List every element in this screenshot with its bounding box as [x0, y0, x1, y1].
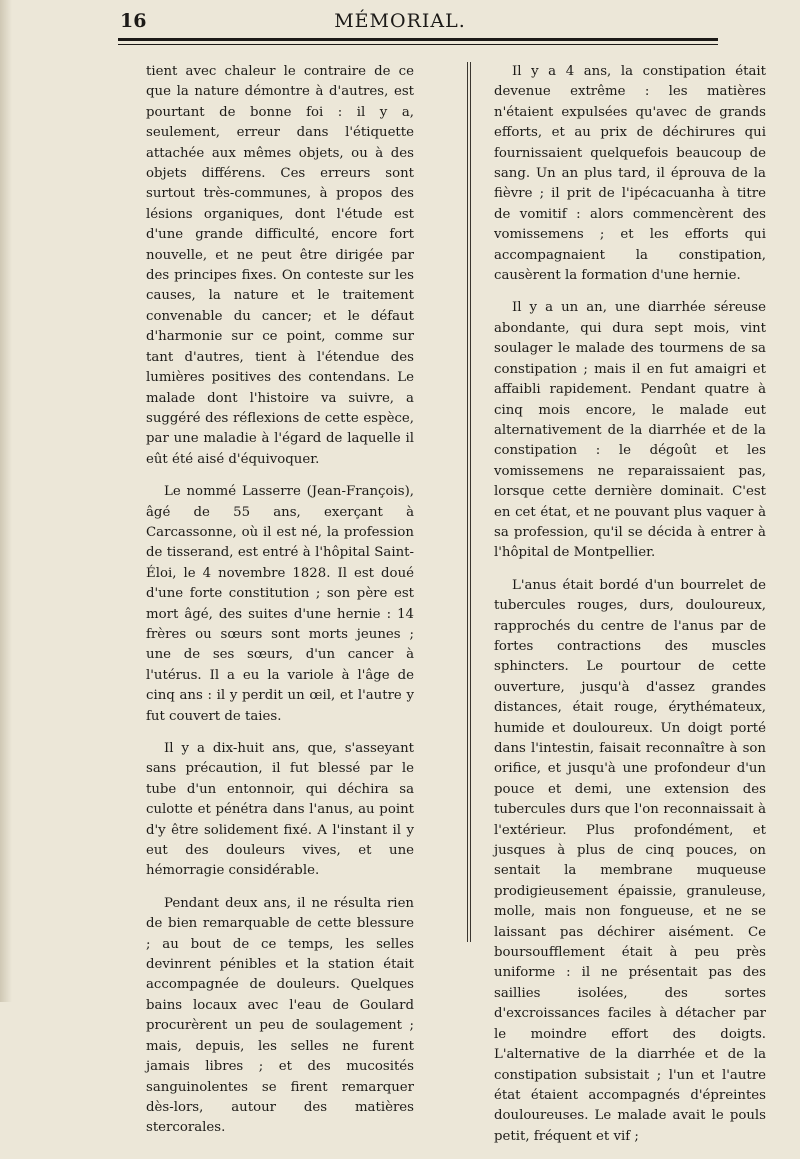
- paragraph: Il y a dix-huit ans, que, s'asseyant sans précaution, il fut blessé par le tube d'un entonnoir, qui déchira sa culotte et pénétra dans l'anus, au point d'y être solidement fixé. A l'instant il y eut des douleurs vives, et une hémorragie considérable.: [146, 741, 414, 879]
- paragraph: tient avec chaleur le contraire de ce que la nature démontre à d'autres, est pourtant de bonne foi : il y a, seulement, erreur dans l'étiquette attachée aux mêmes objets, ou à des objets différens. Ces erreurs sont surtout très-communes, à propos des lésions organiques, dont l'étude est d'une grande difficulté, encore fort nouvelle, et ne peut être dirigée par des principes fixes. On conteste sur les causes, la nature et le traitement convenable du cancer; et le défaut d'harmonie sur ce point, comme sur tant d'autres, tient à l'étendue des lumières positives des contendans. Le malade dont l'histoire va suivre, a suggéré des réflexions de cette espèce, par une maladie à l'égard de laquelle il eût été aisé d'équivoquer.: [146, 64, 414, 467]
- column-divider: [467, 62, 468, 942]
- paragraph: L'anus était bordé d'un bourrelet de tubercules rouges, durs, douloureux, rapprochés du centre de l'anus par de fortes contractions des muscles sphincters. Le pourtour de cette ouverture, jusqu'à d'assez grandes distances, était rouge, érythémateux, humide et douloureux. Un doigt porté dans l'intestin, faisait reconnaître à son orifice, et jusqu'à une profondeur d'un pouce et demi, une extension des tubercules durs que l'on reconnaissait à l'extérieur. Plus profondément, et jusques à plus de cinq pouces, on sentait la membrane muqueuse prodigieusement épaissie, granuleuse, molle, mais non fongueuse, et ne se laissant pas déchirer aisément. Ce boursoufflement était à peu près uniforme : il ne présentait pas des saillies isolées, des sortes d'excroissances faciles à détacher par le moindre effort des doigts. L'alternative de la diarrhée et de la constipation subsistait ; l'un et l'autre état étaient accompagnés d'épreintes douloureuses. Le malade avait le pouls petit, fréquent et vif ;: [494, 577, 766, 1144]
- header-rule-thick: [118, 38, 718, 41]
- page-edge-shadow: [0, 0, 12, 1002]
- right-column: [494, 62, 766, 1159]
- paragraph: Pendant deux ans, il ne résulta rien de bien remarquable de cette blessure ; au bout de ce temps, les selles devinrent pénibles et la station était accompagnée de douleurs. Quelques bains locaux avec l'eau de Goulard procurèrent un peu de soulagement ; mais, depuis, les selles ne furent jamais libres ; et des mucosités sanguinolentes se firent remarquer dès-lors, autour des matières stercorales.: [146, 895, 414, 1136]
- paragraph: Il y a 4 ans, la constipation était devenue extrême : les matières n'étaient expulsées qu'avec de grands efforts, et au prix de déchirures qui fournissaient quelquefois beaucoup de sang. Un an plus tard, il éprouva de la fièvre ; il prit de l'ipécacuanha à titre de vomitif : alors commencèrent des vomissemens ; et les efforts qui accompagnaient la constipation, causèrent la formation d'une hernie.: [494, 64, 766, 284]
- column-divider: [470, 62, 471, 942]
- left-column: [146, 62, 414, 1151]
- paragraph: Le nommé Lasserre (Jean-François), âgé de 55 ans, exerçant à Carcassonne, où il est né, la profession de tisserand, est entré à l'hôpital Saint-Éloi, le 4 novembre 1828. Il est doué d'une forte constitution ; son père est mort âgé, des suites d'une hernie : 14 frères ou sœurs sont morts jeunes ; une de ses sœurs, d'un cancer à l'utérus. Il a eu la variole à l'âge de cinq ans : il y perdit un œil, et l'autre y fut couvert de taies.: [146, 484, 414, 724]
- paragraph: Il y a un an, une diarrhée séreuse abondante, qui dura sept mois, vint soulager le malade des tourmens de sa constipation ; mais il en fut amaigri et affaibli rapidement. Pendant quatre à cinq mois encore, le malade eut alternativement de la diarrhée et de la constipation : le dégoût et les vomissemens ne reparaissaient pas, lorsque cette dernière dominait. C'est en cet état, et ne pouvant plus vaquer à sa profession, qu'il se décida à entrer à l'hôpital de Montpellier.: [494, 300, 766, 561]
- page-number: 16: [120, 10, 147, 32]
- header-rule-thin: [118, 44, 718, 45]
- running-title: MÉMORIAL.: [334, 10, 466, 32]
